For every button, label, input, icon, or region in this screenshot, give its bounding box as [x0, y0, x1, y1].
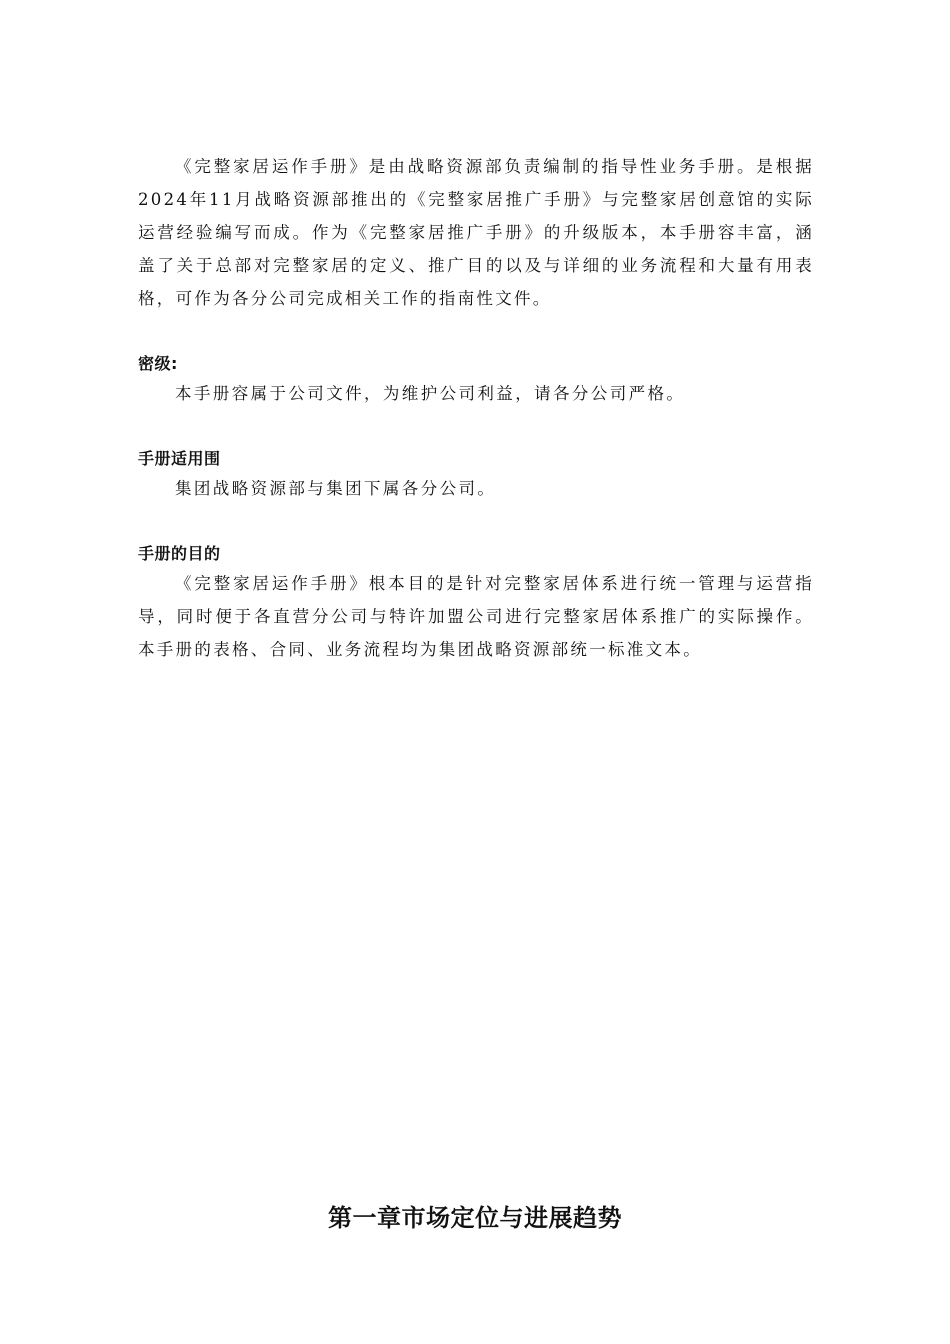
document-body	[138, 150, 814, 666]
section-body-purpose: 《完整家居运作手册》根本目的是针对完整家居体系进行统一管理与运营指导，同时便于各直营分公司与特许加盟公司进行完整家居体系推广的实际操作。本手册的表格、合同、业务流程均为集团战略资源部统一标准文本。	[138, 574, 814, 659]
intro-paragraph: 《完整家居运作手册》是由战略资源部负责编制的指导性业务手册。是根据2024年11月战略资源部推出的《完整家居推广手册》与完整家居创意馆的实际运营经验编写而成。作为《完整家居推广手册》的升级版本，本手册容丰富，涵盖了关于总部对完整家居的定义、推广目的以及与详细的业务流程和大量有用表格，可作为各分公司完成相关工作的指南性文件。	[138, 157, 814, 308]
chapter-title: 第一章市场定位与进展趋势	[328, 1204, 622, 1232]
section-body-scope: 集团战略资源部与集团下属各分公司。	[175, 479, 497, 498]
section-body-secrecy: 本手册容属于公司文件，为维护公司利益，请各分公司严格。	[175, 384, 686, 403]
section-heading-secrecy: 密级:	[138, 354, 178, 373]
section-heading-scope: 手册适用围	[138, 449, 221, 468]
section-heading-purpose: 手册的目的	[138, 544, 221, 563]
